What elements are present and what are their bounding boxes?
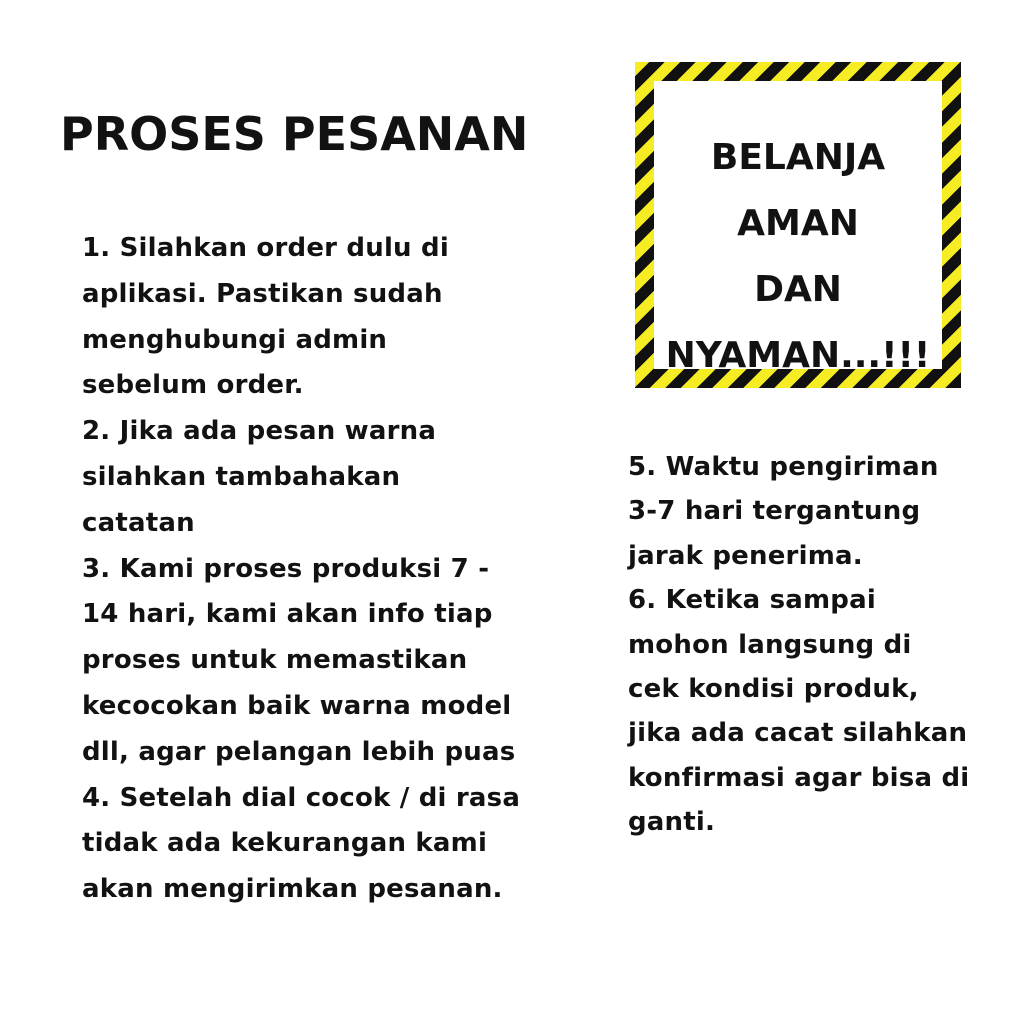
step-text-line: aplikasi. Pastikan sudah <box>82 278 443 309</box>
step-text-line: ganti. <box>628 807 716 838</box>
step-text-line: proses untuk memastikan <box>82 645 468 676</box>
step-text-line: sebelum order. <box>82 370 304 401</box>
steps-right-column <box>628 445 1018 845</box>
step-text-line: kecocokan baik warna model <box>82 690 512 721</box>
step-text-line: 14 hari, kami akan info tiap <box>82 599 493 630</box>
step-text-line: 3-7 hari tergantung <box>628 496 921 527</box>
step-text-line: akan mengirimkan pesanan. <box>82 874 503 905</box>
step-text-line: silahkan tambahakan <box>82 461 401 492</box>
badge-line: AMAN <box>737 203 859 244</box>
steps-left-column <box>82 226 602 913</box>
hazard-stripe-frame <box>635 62 961 388</box>
step-text-line: 1. Silahkan order dulu di <box>82 233 449 263</box>
step-text-line: jika ada cacat silahkan <box>628 718 968 749</box>
page-title: PROSES PESANAN <box>60 107 529 161</box>
step-text-line: jarak penerima. <box>628 540 863 571</box>
step-text-line: mohon langsung di <box>628 629 912 660</box>
step-text-line: 5. Waktu pengiriman <box>628 452 939 482</box>
step-text-line: 2. Jika ada pesan warna <box>82 416 437 447</box>
badge-slogan <box>654 125 942 389</box>
step-text-line: cek kondisi produk, <box>628 674 919 705</box>
step-text-line: tidak ada kekurangan kami <box>82 828 488 859</box>
step-text-line: konfirmasi agar bisa di <box>628 762 970 793</box>
step-text-line: 6. Ketika sampai <box>628 585 876 616</box>
badge-line: NYAMAN...!!! <box>665 335 931 376</box>
step-text-line: catatan <box>82 507 195 538</box>
step-text-line: menghubungi admin <box>82 324 388 355</box>
badge-panel <box>654 81 942 376</box>
step-text-line: 4. Setelah dial cocok / di rasa <box>82 782 521 813</box>
step-text-line: dll, agar pelangan lebih puas <box>82 736 516 767</box>
step-text-line: 3. Kami proses produksi 7 - <box>82 553 490 584</box>
badge-line: DAN <box>754 269 842 310</box>
badge-line: BELANJA <box>710 137 886 178</box>
